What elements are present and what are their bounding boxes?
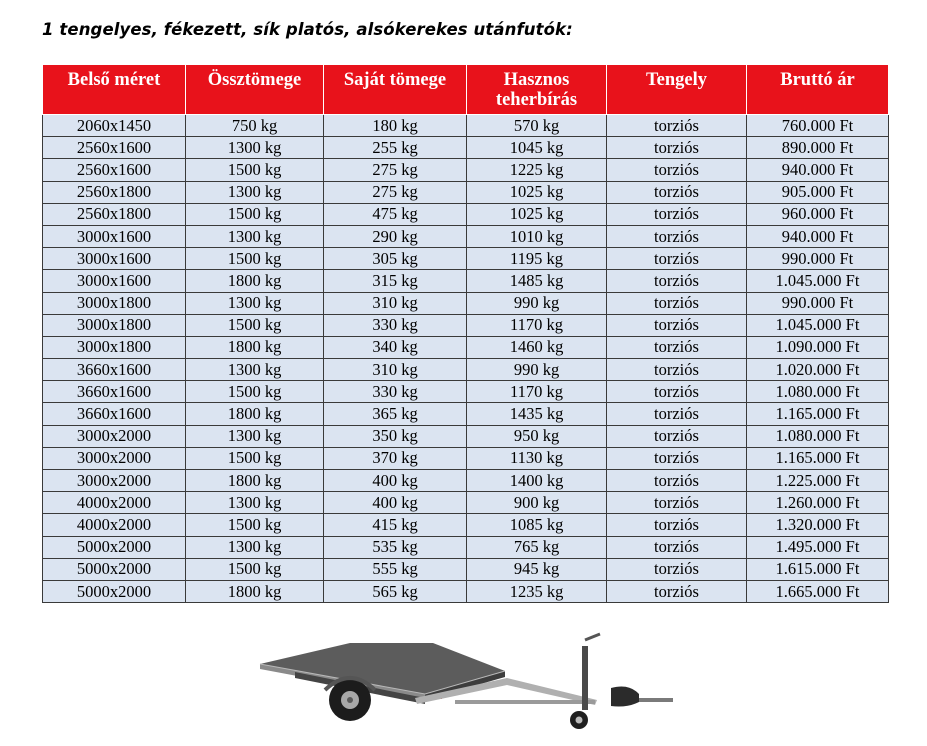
cell-axle: torziós <box>607 536 747 558</box>
cell-total-weight: 1300 kg <box>186 492 324 514</box>
cell-payload: 1235 kg <box>467 580 607 602</box>
cell-payload: 990 kg <box>467 359 607 381</box>
table-row <box>43 137 889 159</box>
cell-own-weight: 555 kg <box>324 558 467 580</box>
cell-own-weight: 400 kg <box>324 470 467 492</box>
table-row <box>43 492 889 514</box>
cell-inner-size: 3000x2000 <box>43 425 186 447</box>
cell-total-weight: 1300 kg <box>186 359 324 381</box>
cell-own-weight: 275 kg <box>324 181 467 203</box>
column-header-inner-size: Belső méret <box>43 65 186 115</box>
cell-axle: torziós <box>607 470 747 492</box>
cell-gross-price: 1.260.000 Ft <box>747 492 889 514</box>
page-title: 1 tengelyes, fékezett, sík platós, alsókerekes utánfutók: <box>42 20 573 39</box>
cell-gross-price: 940.000 Ft <box>747 225 889 247</box>
cell-payload: 1025 kg <box>467 203 607 225</box>
table-row <box>43 181 889 203</box>
cell-inner-size: 3000x1600 <box>43 225 186 247</box>
cell-own-weight: 565 kg <box>324 580 467 602</box>
cell-inner-size: 2560x1600 <box>43 137 186 159</box>
cell-gross-price: 1.080.000 Ft <box>747 381 889 403</box>
table-row <box>43 514 889 536</box>
cell-own-weight: 400 kg <box>324 492 467 514</box>
column-header-axle: Tengely <box>607 65 747 115</box>
cell-payload: 765 kg <box>467 536 607 558</box>
cell-payload: 950 kg <box>467 425 607 447</box>
cell-total-weight: 1500 kg <box>186 447 324 469</box>
cell-own-weight: 180 kg <box>324 115 467 137</box>
table-row <box>43 159 889 181</box>
cell-inner-size: 3000x1800 <box>43 336 186 358</box>
table-row <box>43 580 889 602</box>
cell-payload: 900 kg <box>467 492 607 514</box>
cell-inner-size: 5000x2000 <box>43 558 186 580</box>
cell-gross-price: 1.165.000 Ft <box>747 403 889 425</box>
cell-own-weight: 290 kg <box>324 225 467 247</box>
cell-axle: torziós <box>607 225 747 247</box>
cell-total-weight: 1500 kg <box>186 558 324 580</box>
cell-axle: torziós <box>607 381 747 403</box>
cell-gross-price: 760.000 Ft <box>747 115 889 137</box>
cell-payload: 1400 kg <box>467 470 607 492</box>
cell-payload: 1170 kg <box>467 381 607 403</box>
cell-total-weight: 1300 kg <box>186 225 324 247</box>
cell-gross-price: 1.495.000 Ft <box>747 536 889 558</box>
cell-payload: 1435 kg <box>467 403 607 425</box>
cell-payload: 1010 kg <box>467 225 607 247</box>
cell-total-weight: 1800 kg <box>186 580 324 602</box>
cell-own-weight: 315 kg <box>324 270 467 292</box>
cell-gross-price: 1.090.000 Ft <box>747 336 889 358</box>
table-row <box>43 115 889 137</box>
cell-inner-size: 3000x1800 <box>43 314 186 336</box>
cell-own-weight: 255 kg <box>324 137 467 159</box>
cell-payload: 990 kg <box>467 292 607 314</box>
cell-axle: torziós <box>607 336 747 358</box>
cell-total-weight: 750 kg <box>186 115 324 137</box>
cell-axle: torziós <box>607 314 747 336</box>
cell-gross-price: 990.000 Ft <box>747 292 889 314</box>
cell-gross-price: 1.165.000 Ft <box>747 447 889 469</box>
cell-own-weight: 305 kg <box>324 248 467 270</box>
cell-own-weight: 310 kg <box>324 292 467 314</box>
column-header-own-weight: Saját tömege <box>324 65 467 115</box>
cell-payload: 1225 kg <box>467 159 607 181</box>
cell-gross-price: 960.000 Ft <box>747 203 889 225</box>
cell-gross-price: 1.045.000 Ft <box>747 270 889 292</box>
table-row <box>43 381 889 403</box>
cell-inner-size: 5000x2000 <box>43 580 186 602</box>
table-row <box>43 558 889 580</box>
cell-gross-price: 1.080.000 Ft <box>747 425 889 447</box>
cell-gross-price: 940.000 Ft <box>747 159 889 181</box>
cell-own-weight: 310 kg <box>324 359 467 381</box>
cell-inner-size: 4000x2000 <box>43 514 186 536</box>
cell-gross-price: 890.000 Ft <box>747 137 889 159</box>
table-row <box>43 270 889 292</box>
table-row <box>43 425 889 447</box>
table-row <box>43 336 889 358</box>
flatbed-trailer-icon <box>255 628 675 738</box>
cell-own-weight: 330 kg <box>324 381 467 403</box>
cell-own-weight: 330 kg <box>324 314 467 336</box>
cell-total-weight: 1500 kg <box>186 514 324 536</box>
cell-own-weight: 350 kg <box>324 425 467 447</box>
cell-payload: 570 kg <box>467 115 607 137</box>
cell-gross-price: 1.665.000 Ft <box>747 580 889 602</box>
cell-inner-size: 2560x1800 <box>43 203 186 225</box>
cell-gross-price: 1.020.000 Ft <box>747 359 889 381</box>
cell-inner-size: 2560x1600 <box>43 159 186 181</box>
cell-total-weight: 1300 kg <box>186 425 324 447</box>
cell-own-weight: 535 kg <box>324 536 467 558</box>
cell-total-weight: 1800 kg <box>186 336 324 358</box>
cell-axle: torziós <box>607 359 747 381</box>
cell-axle: torziós <box>607 447 747 469</box>
cell-total-weight: 1500 kg <box>186 381 324 403</box>
cell-axle: torziós <box>607 270 747 292</box>
table-body <box>43 115 889 603</box>
column-header-total-weight: Össztömege <box>186 65 324 115</box>
cell-inner-size: 2560x1800 <box>43 181 186 203</box>
cell-inner-size: 4000x2000 <box>43 492 186 514</box>
table-row <box>43 225 889 247</box>
table-row <box>43 359 889 381</box>
cell-axle: torziós <box>607 292 747 314</box>
table-row <box>43 447 889 469</box>
cell-inner-size: 3000x1600 <box>43 270 186 292</box>
cell-own-weight: 475 kg <box>324 203 467 225</box>
cell-payload: 1045 kg <box>467 137 607 159</box>
cell-inner-size: 3000x1800 <box>43 292 186 314</box>
table-row <box>43 314 889 336</box>
cell-total-weight: 1300 kg <box>186 137 324 159</box>
cell-own-weight: 365 kg <box>324 403 467 425</box>
cell-inner-size: 5000x2000 <box>43 536 186 558</box>
cell-inner-size: 2060x1450 <box>43 115 186 137</box>
column-header-payload: Hasznos teherbírás <box>467 65 607 115</box>
cell-axle: torziós <box>607 403 747 425</box>
cell-axle: torziós <box>607 248 747 270</box>
cell-total-weight: 1500 kg <box>186 159 324 181</box>
cell-payload: 1460 kg <box>467 336 607 358</box>
table-row <box>43 292 889 314</box>
cell-total-weight: 1300 kg <box>186 292 324 314</box>
cell-inner-size: 3000x2000 <box>43 470 186 492</box>
cell-axle: torziós <box>607 492 747 514</box>
cell-inner-size: 3660x1600 <box>43 403 186 425</box>
cell-total-weight: 1300 kg <box>186 536 324 558</box>
cell-total-weight: 1500 kg <box>186 248 324 270</box>
cell-total-weight: 1800 kg <box>186 470 324 492</box>
cell-gross-price: 905.000 Ft <box>747 181 889 203</box>
table-row <box>43 248 889 270</box>
cell-own-weight: 340 kg <box>324 336 467 358</box>
cell-payload: 1025 kg <box>467 181 607 203</box>
cell-own-weight: 370 kg <box>324 447 467 469</box>
cell-gross-price: 1.615.000 Ft <box>747 558 889 580</box>
cell-payload: 1170 kg <box>467 314 607 336</box>
cell-axle: torziós <box>607 514 747 536</box>
cell-payload: 1130 kg <box>467 447 607 469</box>
cell-payload: 1195 kg <box>467 248 607 270</box>
cell-inner-size: 3000x1600 <box>43 248 186 270</box>
cell-inner-size: 3660x1600 <box>43 381 186 403</box>
table-row <box>43 470 889 492</box>
cell-inner-size: 3000x2000 <box>43 447 186 469</box>
cell-total-weight: 1800 kg <box>186 270 324 292</box>
cell-own-weight: 415 kg <box>324 514 467 536</box>
table-row <box>43 403 889 425</box>
cell-total-weight: 1500 kg <box>186 203 324 225</box>
cell-inner-size: 3660x1600 <box>43 359 186 381</box>
table-row <box>43 536 889 558</box>
cell-gross-price: 1.320.000 Ft <box>747 514 889 536</box>
cell-total-weight: 1500 kg <box>186 314 324 336</box>
table-row <box>43 203 889 225</box>
cell-axle: torziós <box>607 558 747 580</box>
cell-axle: torziós <box>607 425 747 447</box>
cell-axle: torziós <box>607 203 747 225</box>
cell-axle: torziós <box>607 580 747 602</box>
cell-total-weight: 1300 kg <box>186 181 324 203</box>
cell-payload: 945 kg <box>467 558 607 580</box>
cell-axle: torziós <box>607 159 747 181</box>
table-header-row <box>43 65 889 115</box>
cell-gross-price: 1.045.000 Ft <box>747 314 889 336</box>
cell-total-weight: 1800 kg <box>186 403 324 425</box>
cell-payload: 1485 kg <box>467 270 607 292</box>
cell-gross-price: 990.000 Ft <box>747 248 889 270</box>
cell-axle: torziós <box>607 137 747 159</box>
cell-gross-price: 1.225.000 Ft <box>747 470 889 492</box>
cell-payload: 1085 kg <box>467 514 607 536</box>
cell-own-weight: 275 kg <box>324 159 467 181</box>
cell-axle: torziós <box>607 181 747 203</box>
cell-axle: torziós <box>607 115 747 137</box>
price-table <box>42 64 889 603</box>
column-header-gross-price: Bruttó ár <box>747 65 889 115</box>
